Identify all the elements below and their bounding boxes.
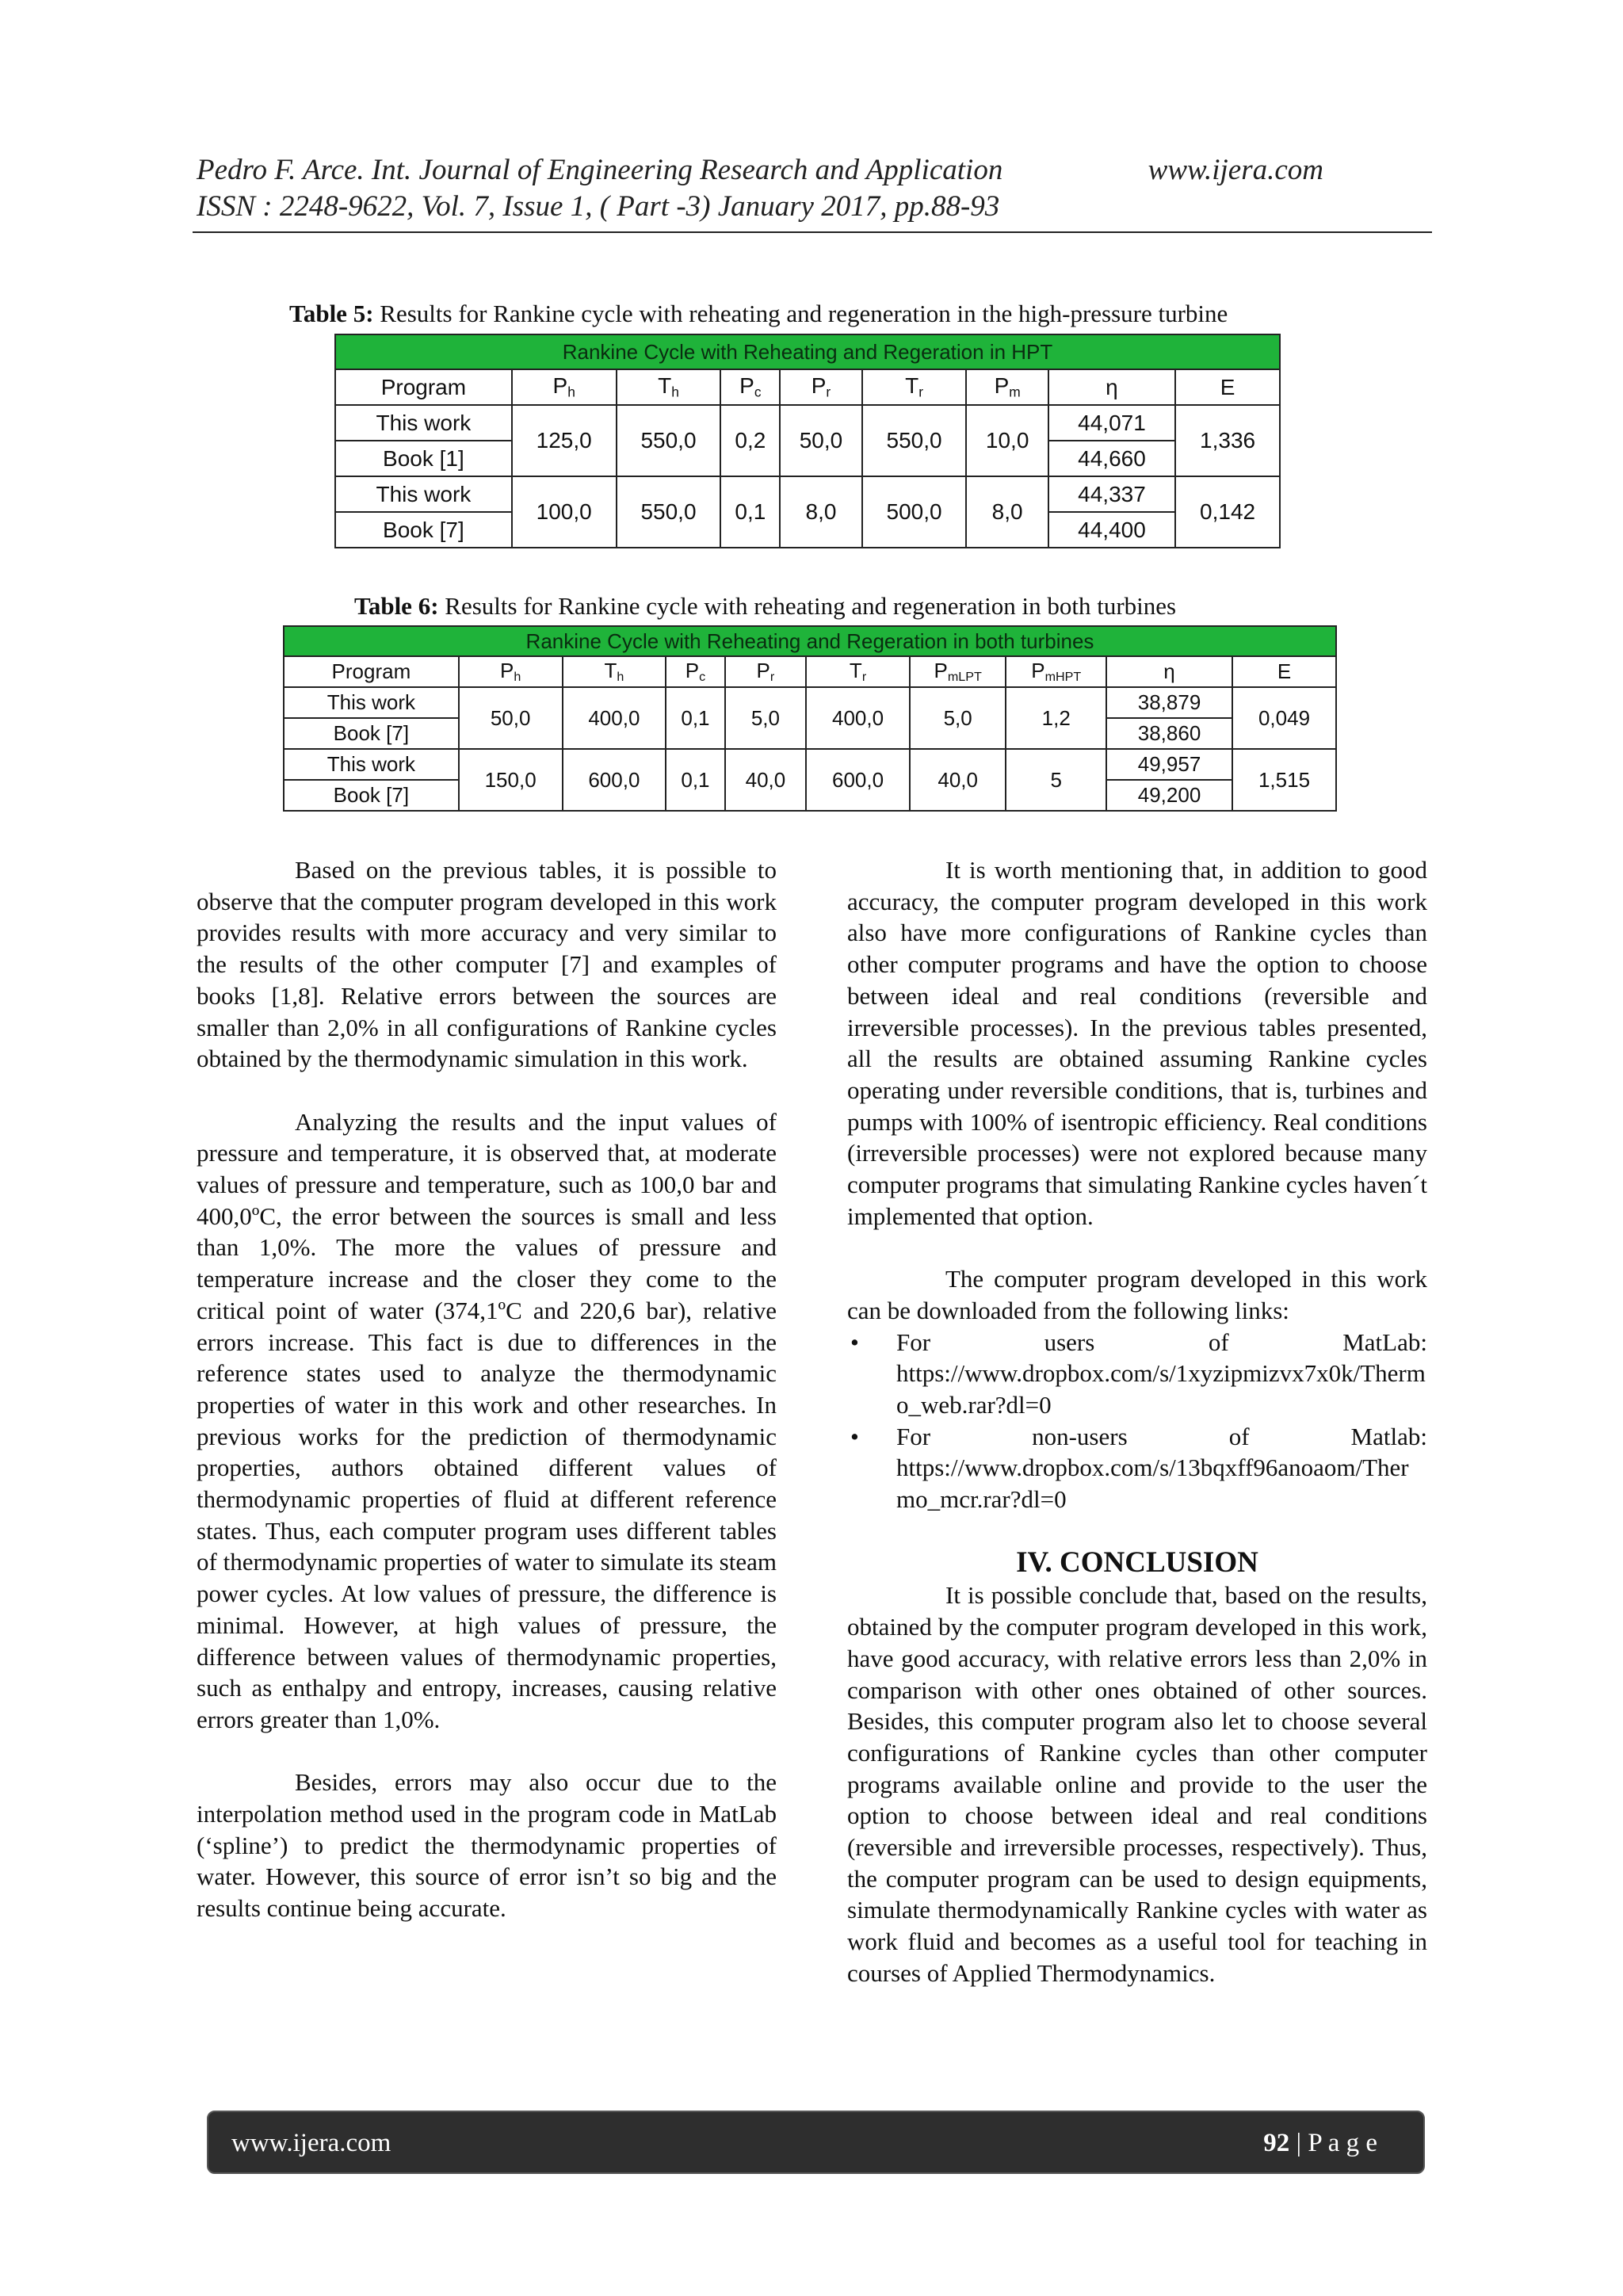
table-cell: 400,0 <box>806 687 910 749</box>
table5-caption <box>289 298 1228 330</box>
table5-caption-label: Table 5: <box>289 300 374 327</box>
table-cell: 0,1 <box>666 687 724 749</box>
table-header-row <box>335 369 1280 405</box>
program-cell: This work <box>335 476 512 512</box>
column-header <box>1006 656 1106 687</box>
error-cell: 1,336 <box>1175 405 1280 476</box>
column-header-symbol: E <box>1220 374 1235 399</box>
error-cell: 1,515 <box>1232 749 1336 811</box>
column-header-symbol: P <box>756 658 770 682</box>
column-header <box>563 656 666 687</box>
efficiency-cell: 49,957 <box>1106 749 1232 780</box>
table-cell: 150,0 <box>459 749 563 811</box>
link-lead-word: of <box>1228 1422 1250 1450</box>
page-number-value: 92 <box>1263 2129 1290 2157</box>
table-cell: 550,0 <box>617 405 721 476</box>
column-header <box>284 656 459 687</box>
column-header-subscript: c <box>699 670 706 684</box>
efficiency-cell: 44,660 <box>1048 441 1175 476</box>
table-cell: 50,0 <box>780 405 861 476</box>
link-lead-word: For <box>896 1328 931 1356</box>
table-cell: 10,0 <box>966 405 1048 476</box>
column-header-subscript: c <box>754 384 762 400</box>
table6-caption-text: Results for Rankine cycle with reheating and regeneration in both turbines <box>438 592 1177 620</box>
column-header-symbol: P <box>739 373 754 399</box>
table-cell: 0,1 <box>720 476 780 548</box>
table-title: Rankine Cycle with Reheating and Regeration in HPT <box>335 334 1280 369</box>
column-header <box>617 369 721 405</box>
table-cell: 40,0 <box>910 749 1006 811</box>
table-cell: 600,0 <box>806 749 910 811</box>
list-item <box>847 1421 1427 1515</box>
table-cell: 500,0 <box>862 476 967 548</box>
efficiency-cell: 49,200 <box>1106 780 1232 811</box>
error-cell: 0,142 <box>1175 476 1280 548</box>
list-item <box>847 1327 1427 1421</box>
column-header-symbol: P <box>934 658 948 682</box>
left-column <box>197 854 777 1956</box>
download-link-matlab[interactable]: https://www.dropbox.com/s/1xyzipmizvx7x0k/Thermo_web.rar?dl=0 <box>896 1359 1426 1419</box>
page-label: | P a g e <box>1289 2129 1377 2157</box>
program-cell: Book [1] <box>335 441 512 476</box>
column-header-symbol: η <box>1106 374 1118 399</box>
efficiency-cell: 38,860 <box>1106 718 1232 749</box>
column-header-symbol: P <box>811 373 827 399</box>
column-header-subscript: r <box>826 384 831 400</box>
column-header <box>1106 656 1232 687</box>
efficiency-cell: 44,337 <box>1048 476 1175 512</box>
download-links-list <box>847 1327 1427 1515</box>
bullet-icon: • <box>850 1328 859 1356</box>
column-header <box>806 656 910 687</box>
column-header-subscript: r <box>861 670 867 684</box>
table5-caption-text: Results for Rankine cycle with reheating and regeneration in the high-pressure turbine <box>373 300 1228 327</box>
table-cell: 125,0 <box>512 405 617 476</box>
column-header <box>966 369 1048 405</box>
column-header-symbol: P <box>552 373 568 399</box>
journal-website: www.ijera.com <box>1148 154 1323 186</box>
link-lead-word: MatLab: <box>1342 1328 1427 1356</box>
column-header-subscript: h <box>671 384 679 400</box>
table-header-row <box>284 656 1336 687</box>
column-header <box>512 369 617 405</box>
footer-website: www.ijera.com <box>231 2129 391 2157</box>
table-row <box>284 687 1336 718</box>
right-column <box>847 854 1427 1989</box>
program-cell: Book [7] <box>284 780 459 811</box>
paragraph: Besides, errors may also occur due to the interpolation method used in the program code in MatLab (‘spline’) to predict the thermodynamic properties of water. However, this source of error isn’t so big and the results continue being accurate. <box>197 1768 777 1923</box>
link-lead-word: Matlab: <box>1350 1422 1427 1450</box>
table-cell: 550,0 <box>617 476 721 548</box>
table-title-row <box>284 626 1336 656</box>
column-header-symbol: P <box>499 658 514 682</box>
column-header <box>720 369 780 405</box>
column-header-subscript: h <box>617 670 624 684</box>
column-header-symbol: η <box>1163 659 1175 683</box>
table-title: Rankine Cycle with Reheating and Regeration in both turbines <box>284 626 1336 656</box>
paragraph: Based on the previous tables, it is possible to observe that the computer program developed in this work provides results with more accuracy and very similar to the results of the other computer [7] and examples of books [1,8]. Relative errors between the sources are smaller than 2,0% in all configurations of Rankine cycles obtained by the thermodynamic simulation in this work. <box>197 856 777 1073</box>
issn-line: ISSN : 2248-9622, Vol. 7, Issue 1, ( Part -3) January 2017, pp.88-93 <box>197 190 1000 223</box>
column-header <box>1232 656 1336 687</box>
column-header-symbol: T <box>849 658 862 682</box>
program-cell: Book [7] <box>284 718 459 749</box>
column-header-subscript: mHPT <box>1044 670 1082 684</box>
column-header-subscript: m <box>1009 384 1021 400</box>
page-footer <box>207 2111 1425 2174</box>
efficiency-cell: 44,400 <box>1048 512 1175 548</box>
table-cell: 600,0 <box>563 749 666 811</box>
column-header-subscript: r <box>918 384 923 400</box>
page-number <box>1263 2129 1377 2158</box>
column-header <box>862 369 967 405</box>
table-title-row <box>335 334 1280 369</box>
table-cell: 5 <box>1006 749 1106 811</box>
column-header-subscript: mLPT <box>947 670 982 684</box>
link-lead-word: For <box>896 1422 931 1450</box>
column-header-symbol: E <box>1277 659 1292 683</box>
running-header <box>197 152 1433 225</box>
column-header-symbol: Program <box>331 659 411 683</box>
journal-citation: Pedro F. Arce. Int. Journal of Engineering Research and Application <box>197 154 1003 186</box>
section-heading: IV. CONCLUSION <box>1016 1546 1258 1580</box>
link-lead-word: non-users <box>1032 1422 1128 1450</box>
table-cell: 50,0 <box>459 687 563 749</box>
paragraph: Analyzing the results and the input values of pressure and temperature, it is observed that, at moderate values of pressure and temperature, such as 100,0 bar and 400,0ºC, the error between the sources is small and less than 1,0%. The more the values of pressure and temperature increase and the closer they come to the critical point of water (374,1ºC and 220,6 bar), relative errors increase. This fact is due to differences in the reference states used to analyze the thermodynamic properties of water in this work and other researches. In previous works for the prediction of thermodynamic properties, authors obtained different values of thermodynamic properties of fluid at different reference states. Thus, each computer program uses different tables of thermodynamic properties of water to simulate its steam power cycles. At low values of pressure, the difference is minimal. However, at high values of pressure, the difference between values of thermodynamic properties, such as enthalpy and entropy, increases, causing relative errors greater than 1,0%. <box>197 1107 777 1733</box>
table6-caption-label: Table 6: <box>354 592 439 620</box>
column-header <box>780 369 861 405</box>
table5 <box>334 334 1281 548</box>
table-cell: 550,0 <box>862 405 967 476</box>
table6-caption <box>354 590 1176 622</box>
column-header-subscript: h <box>567 384 575 400</box>
table-cell: 1,2 <box>1006 687 1106 749</box>
table-cell: 100,0 <box>512 476 617 548</box>
column-header <box>910 656 1006 687</box>
table-cell: 5,0 <box>910 687 1006 749</box>
column-header <box>335 369 512 405</box>
table-cell: 8,0 <box>780 476 861 548</box>
table-cell: 40,0 <box>725 749 807 811</box>
error-cell: 0,049 <box>1232 687 1336 749</box>
efficiency-cell: 38,879 <box>1106 687 1232 718</box>
program-cell: This work <box>284 749 459 780</box>
table-row <box>284 749 1336 780</box>
column-header-symbol: T <box>604 658 617 682</box>
column-header <box>666 656 724 687</box>
column-header <box>1048 369 1175 405</box>
column-header-subscript: r <box>769 670 775 684</box>
table-cell: 0,2 <box>720 405 780 476</box>
program-cell: This work <box>284 687 459 718</box>
column-header-symbol: P <box>1031 658 1045 682</box>
column-header-symbol: T <box>905 373 919 399</box>
table-cell: 400,0 <box>563 687 666 749</box>
efficiency-cell: 44,071 <box>1048 405 1175 441</box>
table6 <box>283 625 1337 812</box>
table-cell: 8,0 <box>966 476 1048 548</box>
column-header <box>459 656 563 687</box>
column-header-symbol: P <box>994 373 1010 399</box>
table-cell: 5,0 <box>725 687 807 749</box>
program-cell: This work <box>335 405 512 441</box>
paragraph: The computer program developed in this work can be downloaded from the following links: <box>847 1265 1427 1324</box>
column-header <box>725 656 807 687</box>
column-header-symbol: Program <box>380 374 467 399</box>
bullet-icon: • <box>850 1422 859 1450</box>
paragraph: It is worth mentioning that, in addition to good accuracy, the computer program developed in this work also have more configurations of Rankine cycles than other computer programs and have the option to choose between ideal and real conditions (reversible and irreversible processes). In the previous tables presented, all the results are obtained assuming Rankine cycles operating under reversible conditions, that is, turbines and pumps with 100% of isentropic efficiency. Real conditions (irreversible processes) were not explored because many computer programs that simulating Rankine cycles haven´t implemented that option. <box>847 856 1427 1230</box>
column-header <box>1175 369 1280 405</box>
column-header-symbol: T <box>658 373 672 399</box>
link-lead-word: of <box>1208 1328 1229 1356</box>
download-link-non-matlab[interactable]: https://www.dropbox.com/s/13bqxff96anoaom/Thermo_mcr.rar?dl=0 <box>896 1454 1409 1514</box>
header-rule <box>193 231 1432 233</box>
table-row <box>335 405 1280 441</box>
column-header-symbol: P <box>685 658 700 682</box>
table-cell: 0,1 <box>666 749 724 811</box>
paragraph: It is possible conclude that, based on the results, obtained by the computer program developed in this work, have good accuracy, with relative errors less than 2,0% in comparison with other ones obtained of other sources. Besides, this computer program also let to choose several configurations of Rankine cycles than other computer programs available online and provide to the user the option to choose between ideal and real conditions (reversible and irreversible processes, respectively). Thus, the computer program can be used to design equipments, simulate thermodynamically Rankine cycles with water as work fluid and becomes as a useful tool for teaching in courses of Applied Thermodynamics. <box>847 1581 1427 1987</box>
program-cell: Book [7] <box>335 512 512 548</box>
column-header-subscript: h <box>514 670 521 684</box>
link-lead-word: users <box>1044 1328 1095 1356</box>
table-row <box>335 476 1280 512</box>
